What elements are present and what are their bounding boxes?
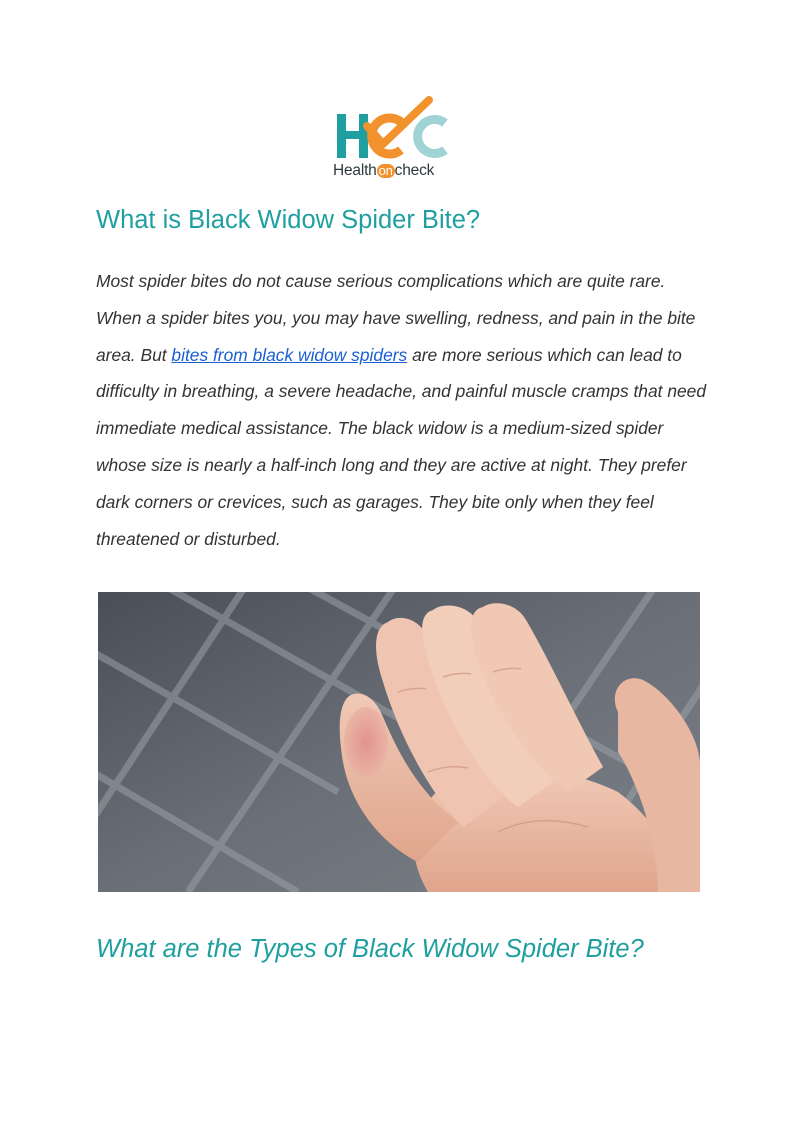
logo-text-health: Health: [333, 162, 377, 179]
intro-text-part2: are more serious which can lead to difficulty in breathing, a severe headache, and painful muscle cramps that need immediate medical assistance. The black widow is a medium-sized spider whose size is nearly a half-inch long and they are active at night. They prefer dark corners or crevices, such as garages. They bite only when they feel threatened or disturbed.: [96, 344, 707, 549]
page-title: What is Black Widow Spider Bite?: [96, 206, 481, 234]
hand-with-swollen-finger-photo: [98, 592, 700, 892]
intro-paragraph: [96, 263, 706, 557]
site-logo[interactable]: [333, 96, 463, 186]
logo-wordmark: [333, 162, 463, 180]
black-widow-bites-link[interactable]: bites from black widow spiders: [171, 344, 408, 365]
section-heading-types: What are the Types of Black Widow Spider Bite?: [96, 935, 644, 963]
logo-text-check: check: [394, 162, 435, 179]
logo-mark: [333, 96, 463, 162]
intro-text-part1: Most spider bites do not cause serious complications which are quite rare. When a spider bites you, you may have swelling, redness, and pain in the bite area. But: [96, 271, 696, 365]
logo-text-on: on: [378, 163, 393, 178]
